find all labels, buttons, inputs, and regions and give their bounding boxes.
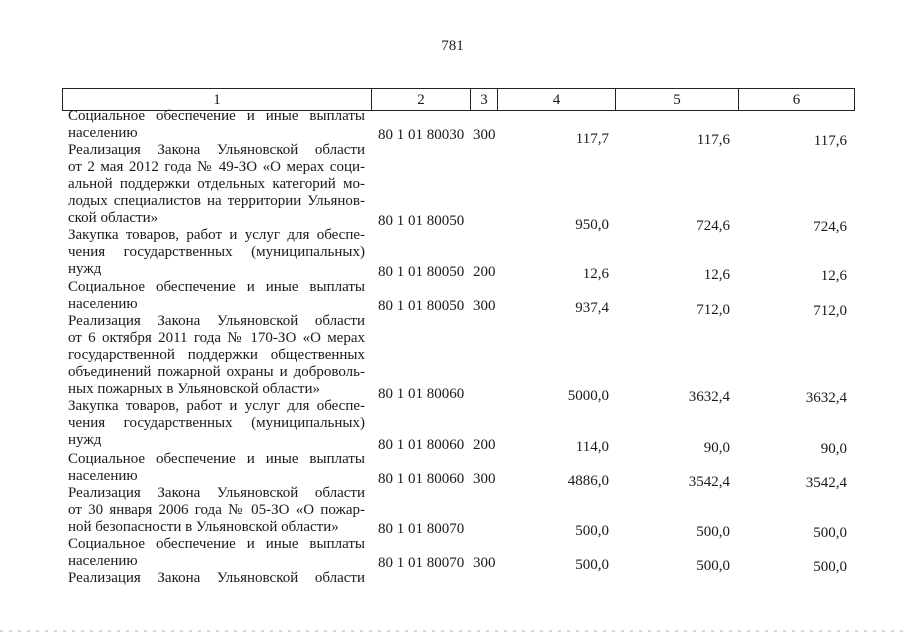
row-value-col4: 950,0 (575, 217, 609, 233)
header-col-6: 6 (739, 89, 855, 110)
row-value-col4: 114,0 (575, 439, 609, 455)
description-line: Социальное обеспечение и иные выплаты (68, 279, 365, 295)
description-line: от 2 мая 2012 года № 49-ЗО «О мерах соци- (68, 159, 365, 175)
row-value-col4: 500,0 (575, 523, 609, 539)
row-code: 80 1 01 80050 (378, 264, 465, 280)
row-description (68, 570, 365, 587)
row-value-col5: 500,0 (696, 524, 730, 540)
row-value-col5: 3632,4 (688, 389, 730, 405)
row-description (68, 108, 365, 142)
description-line: ской области» (68, 210, 159, 226)
description-line: Реализация Закона Ульяновской области (68, 313, 365, 329)
row-value-col6: 500,0 (813, 559, 847, 575)
row-code: 80 1 01 80060 (378, 437, 465, 453)
row-expense-type: 300 (473, 127, 496, 143)
row-value-col6: 724,6 (813, 219, 847, 235)
row-description (68, 451, 365, 485)
row-value-col4: 117,7 (575, 131, 609, 147)
row-code: 80 1 01 80030 (378, 127, 465, 143)
description-line: населению (68, 125, 138, 141)
row-code: 80 1 01 80060 (378, 471, 465, 487)
row-code: 80 1 01 80070 (378, 555, 465, 571)
description-line: Закупка товаров, работ и услуг для обеспе- (68, 398, 365, 414)
row-value-col6: 500,0 (813, 525, 847, 541)
row-description (68, 485, 365, 536)
row-value-col4: 937,4 (575, 300, 609, 316)
row-code: 80 1 01 80050 (378, 298, 465, 314)
row-description (68, 398, 365, 449)
row-description (68, 279, 365, 313)
row-description (68, 227, 365, 278)
description-line: Закупка товаров, работ и услуг для обеспе- (68, 227, 365, 243)
description-line: ных пожарных в Ульяновской области» (68, 381, 320, 397)
description-line: лодых специалистов на территории Ульянов- (68, 193, 365, 209)
row-value-col6: 3632,4 (805, 390, 847, 406)
description-line: объединений пожарной охраны и доброволь- (68, 364, 365, 380)
row-value-col4: 4886,0 (567, 473, 609, 489)
row-expense-type: 300 (473, 555, 496, 571)
row-value-col5: 117,6 (696, 132, 730, 148)
row-value-col4: 5000,0 (567, 388, 609, 404)
description-line: от 30 января 2006 года № 05-ЗО «О пожар- (68, 502, 365, 518)
row-value-col6: 712,0 (813, 303, 847, 319)
description-line: чения государственных (муниципальных) (68, 244, 365, 260)
row-code: 80 1 01 80060 (378, 386, 465, 402)
description-line: нужд (68, 432, 102, 448)
row-expense-type: 200 (473, 264, 496, 280)
row-code: 80 1 01 80050 (378, 213, 465, 229)
description-line: Социальное обеспечение и иные выплаты (68, 451, 365, 467)
row-value-col4: 500,0 (575, 557, 609, 573)
scan-edge-artifact (0, 630, 905, 632)
description-line: населению (68, 468, 138, 484)
header-col-1: 1 (63, 89, 372, 110)
description-line: от 6 октября 2011 года № 170-ЗО «О мерах (68, 330, 365, 346)
description-line: нужд (68, 261, 102, 277)
description-line: Реализация Закона Ульяновской области (68, 570, 365, 586)
row-value-col6: 3542,4 (805, 475, 847, 491)
row-value-col5: 500,0 (696, 558, 730, 574)
description-line: альной поддержки отдельных категорий мо- (68, 176, 365, 192)
row-value-col5: 12,6 (703, 267, 730, 283)
row-value-col5: 3542,4 (688, 474, 730, 490)
header-col-3: 3 (471, 89, 498, 110)
description-line: Социальное обеспечение и иные выплаты (68, 108, 365, 124)
row-description (68, 142, 365, 227)
row-value-col6: 90,0 (820, 441, 847, 457)
row-value-col5: 90,0 (703, 440, 730, 456)
description-line: чения государственных (муниципальных) (68, 415, 365, 431)
header-col-4: 4 (498, 89, 616, 110)
description-line: населению (68, 296, 138, 312)
description-line: населению (68, 553, 138, 569)
row-value-col6: 117,6 (813, 133, 847, 149)
row-expense-type: 300 (473, 471, 496, 487)
row-code: 80 1 01 80070 (378, 521, 465, 537)
row-value-col5: 712,0 (696, 302, 730, 318)
row-value-col6: 12,6 (820, 268, 847, 284)
description-line: Реализация Закона Ульяновской области (68, 142, 365, 158)
row-value-col5: 724,6 (696, 218, 730, 234)
row-description (68, 313, 365, 398)
header-col-5: 5 (616, 89, 739, 110)
description-line: Реализация Закона Ульяновской области (68, 485, 365, 501)
page-number: 781 (441, 38, 464, 54)
description-line: государственной поддержки общественных (68, 347, 365, 363)
row-value-col4: 12,6 (582, 266, 609, 282)
description-line: ной безопасности в Ульяновской области» (68, 519, 339, 535)
row-expense-type: 300 (473, 298, 496, 314)
row-expense-type: 200 (473, 437, 496, 453)
header-col-2: 2 (372, 89, 471, 110)
description-line: Социальное обеспечение и иные выплаты (68, 536, 365, 552)
row-description (68, 536, 365, 570)
